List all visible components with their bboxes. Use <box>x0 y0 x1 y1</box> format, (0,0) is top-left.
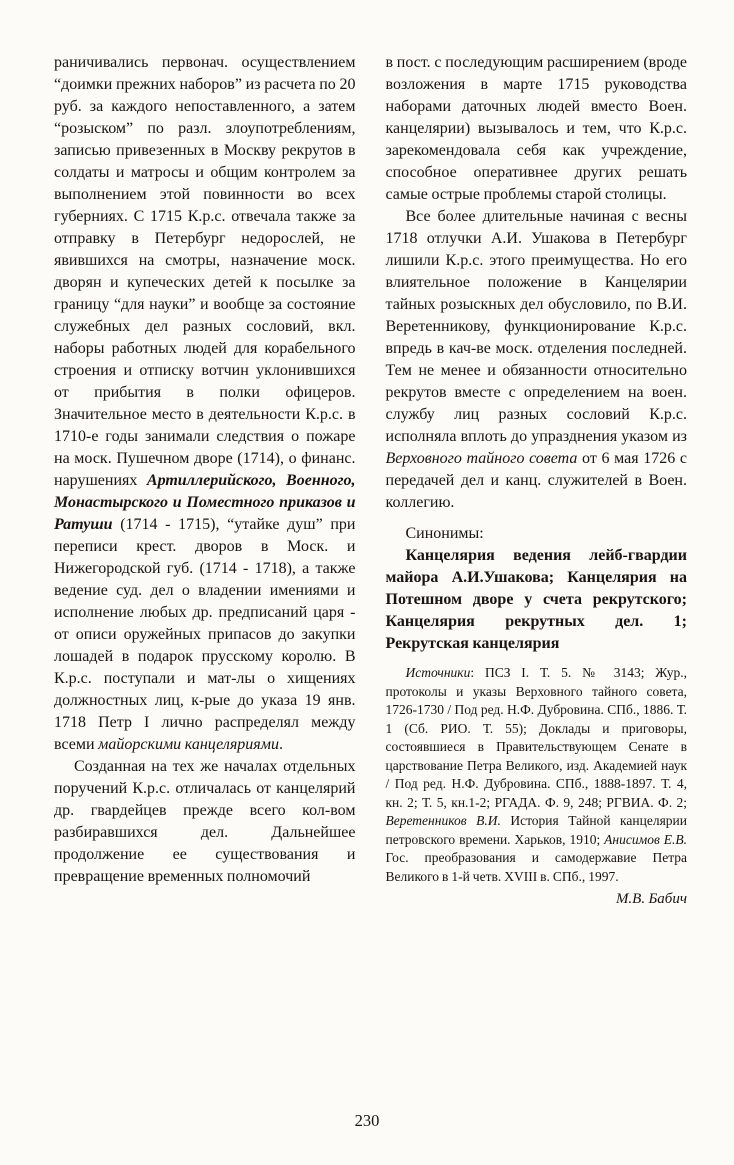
text-segment: Гос. преобразования и самодержавие Петра Великого в 1-й четв. XVIII в. СПб., 1997. <box>385 850 687 884</box>
text-segment: Все более длительные начиная с весны 1718 отлучки А.И. Ушакова в Петербург лишили К.р.с. этого преимущества. Но его влиятельное положение в Канцелярии тайных розыскных дел обусловило, по В.И. Веретенникову, функционирование К.р.с. впредь в кач-ве моск. отделения последней. Тем не менее и обязанности относительно рекрутов вместе с определением на воен. службу лиц разных сословий К.р.с. исполняла вплоть до упразднения указом из <box>385 208 687 445</box>
sources-paragraph <box>386 664 688 886</box>
paragraph <box>386 206 688 514</box>
author-name-veretennikov: Веретенников В.И. <box>385 813 501 828</box>
italic-phrase-prikazy: Артиллерийского, Военного, Монастырского и Поместного приказов и Ратуши <box>54 472 356 533</box>
left-column <box>54 52 356 910</box>
two-column-text <box>54 52 687 910</box>
paragraph: Созданная на тех же началах отдельных поручений К.р.с. отличалась от канцелярий др. гвардейцев прежде всего кол-вом разбиравшихся дел. Дальнейшее продолжение ее существования и превращение временных полномочий <box>54 758 356 885</box>
text-segment: История Тайной канцелярии петровского времени. Харьков, 1910; <box>385 813 687 847</box>
paragraph-continuation: в пост. с последующим расширением (вроде возложения в марте 1715 руководства наборами даточных людей вместо Воен. канцелярии) вызывалось и тем, что К.р.с. зарекомендовала себя как учреждение, способное оперативнее других решать самые острые проблемы старой столицы. <box>385 54 687 203</box>
right-column <box>386 52 688 910</box>
text-segment: : ПСЗ I. Т. 5. № 3143; Жур., протоколы и указы Верховного тайного совета, 1726-1730 / Под ред. Н.Ф. Дубровина. СПб., 1886. Т. 1 (Сб. РИО. Т. 55); Доклады и приговоры, состоявшиеся в Правительствующем Сенате в царствование Петра Великого, изд. Академией наук / Под ред. Н.Ф. Дубровина. СПб., 1888-1897. Т. 4, кн. 2; Т. 5, кн.1-2; РГАДА. Ф. 9, 248; РГВИА. Ф. 2; <box>385 665 687 810</box>
text-segment: от 6 мая 1726 с передачей дел и канц. служителей в Воен. коллегию. <box>385 450 687 511</box>
author-name-anisimov: Анисимов Е.В. <box>604 831 687 847</box>
italic-phrase-verkhovny-sovet: Верховного тайного совета <box>385 450 578 467</box>
italic-phrase-mayorskie: майорскими канцеляриями <box>98 736 279 753</box>
text-segment: (1714 - 1715), “утайке душ” при переписи крест. дворов в Моск. и Нижегородской губ. (1714 - 1718), а также ведение суд. дел о владении имениями и исполнение любых др. предписаний царя - от описи оружейных припасов до закупки лошадей в подарок прусскому королю. В К.р.с. поступали и мат-лы о хищениях должностных лиц, к-рые до указа 19 янв. 1718 Петр I лично распределял между всеми <box>54 516 356 753</box>
text-segment: . <box>278 736 283 753</box>
synonyms-list: Канцелярия ведения лейб-гвардии майора А.И.Ушакова; Канцелярия на Потешном дворе у счета рекрутского; Канцелярия рекрутных дел. 1; Рекрутская канцелярия <box>385 547 687 652</box>
page-number: 230 <box>354 1111 380 1130</box>
article-author-signature: М.В. Бабич <box>615 891 687 907</box>
paragraph-continuation <box>54 52 356 756</box>
synonyms-heading: Синонимы: <box>405 525 484 542</box>
text-segment: раничивались первонач. осуществлением “доимки прежних наборов” из расчета по 20 руб. за каждого непоставленного, а затем “розыском” по разл. злоупотреблениям, записью привезенных в Москву рекрутов в солдаты и матросы и общим контролем за выполнением этой повинности во всех губерниях. С 1715 К.р.с. отвечала также за отправку в Петербург недорослей, не явившихся на смотры, назначение моск. дворян и купеческих детей к посылке за границу “для науки” и вообще за состояние служебных дел разных сословий, вкл. наборы работных людей для корабельного строения и отписку вотчин уклонившихся от прибытия в полки офицеров. Значительное место в деятельности К.р.с. в 1710-е годы занимали следствия о пожаре на моск. Пушечном дворе (1714), о финанс. нарушениях <box>54 54 356 489</box>
sources-label: Источники <box>405 665 471 680</box>
